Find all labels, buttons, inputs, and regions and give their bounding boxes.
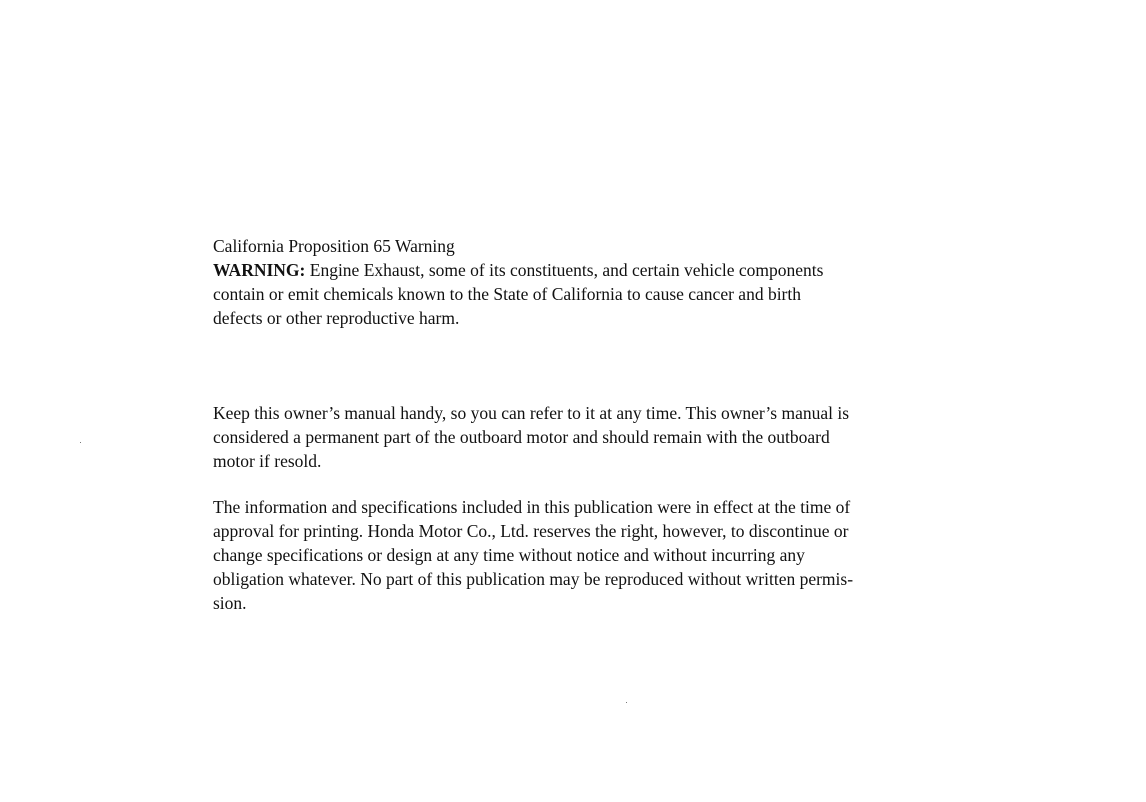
- scan-speck: [80, 442, 81, 443]
- prop65-warning-section: [213, 234, 953, 330]
- specifications-line: change specifications or design at any time without notice and without incurring any: [213, 545, 805, 565]
- warning-first-line-text: Engine Exhaust, some of its constituents, and certain vehicle components: [305, 260, 824, 280]
- specifications-line: sion.: [213, 593, 247, 613]
- warning-title: California Proposition 65 Warning: [213, 236, 455, 256]
- manual-notice-paragraph: [213, 401, 953, 473]
- specifications-line: The information and specifications included in this publication were in effect at the time of: [213, 497, 851, 517]
- manual-notice-line: considered a permanent part of the outboard motor and should remain with the outboard: [213, 427, 830, 447]
- warning-line: defects or other reproductive harm.: [213, 308, 460, 328]
- warning-first-line: [213, 258, 953, 282]
- manual-notice-line: motor if resold.: [213, 451, 322, 471]
- scan-speck: [626, 702, 627, 703]
- specifications-line: obligation whatever. No part of this publication may be reproduced without written permis-: [213, 569, 854, 589]
- manual-notice-line: Keep this owner’s manual handy, so you can refer to it at any time. This owner’s manual is: [213, 403, 850, 423]
- warning-line: contain or emit chemicals known to the State of California to cause cancer and birth: [213, 284, 801, 304]
- specifications-line: approval for printing. Honda Motor Co., Ltd. reserves the right, however, to discontinue or: [213, 521, 849, 541]
- warning-label: WARNING:: [213, 260, 306, 280]
- specifications-notice-paragraph: [213, 495, 953, 615]
